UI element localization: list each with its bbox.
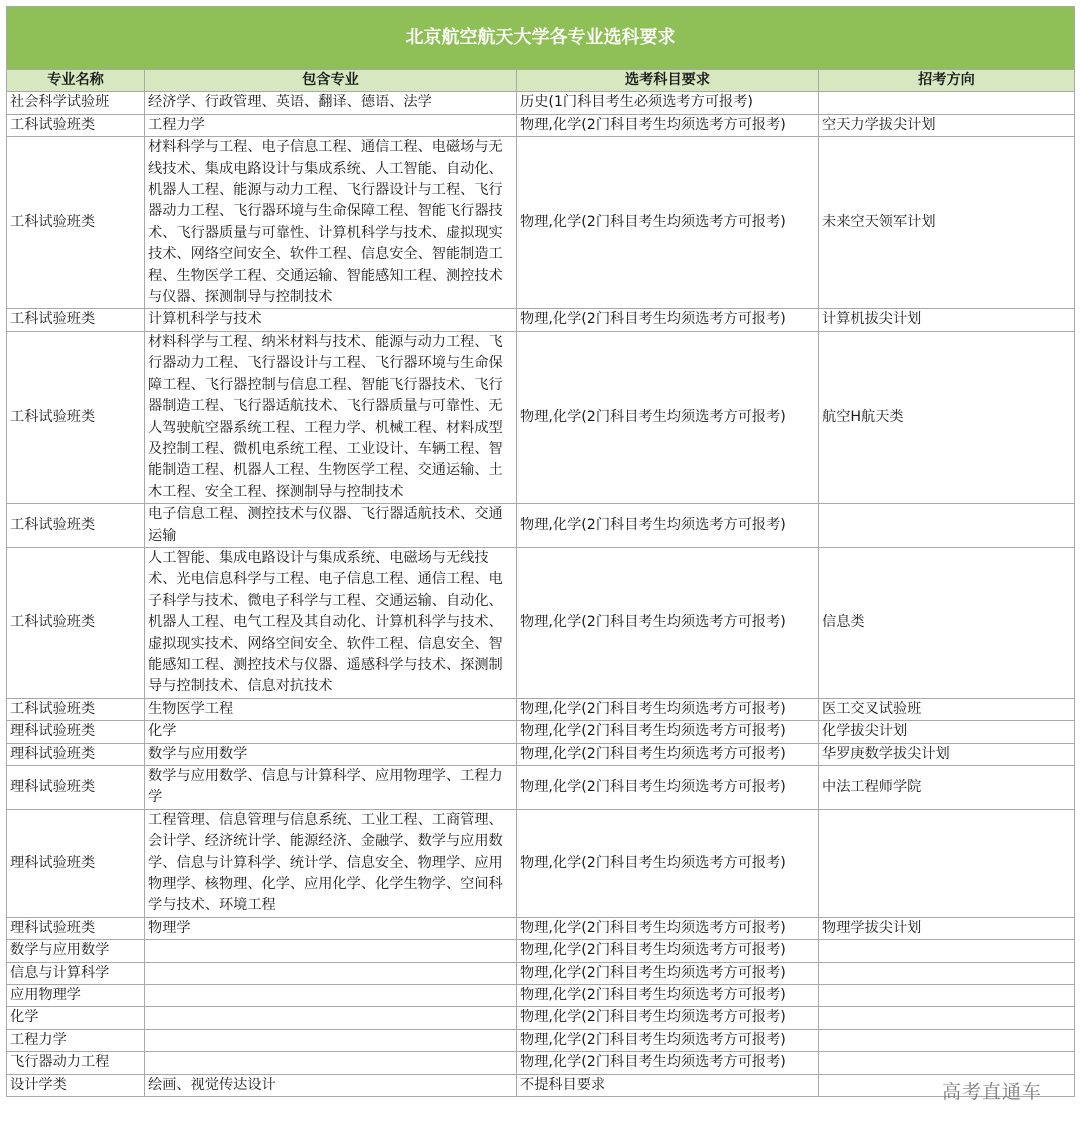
cell-major-name: 工科试验班类 — [7, 504, 145, 548]
cell-included-majors: 数学与应用数学 — [145, 743, 517, 765]
cell-subject-requirement: 物理,化学(2门科目考生均须选考方可报考) — [517, 985, 819, 1007]
cell-subject-requirement: 物理,化学(2门科目考生均须选考方可报考) — [517, 917, 819, 939]
cell-major-name: 数学与应用数学 — [7, 940, 145, 962]
cell-major-name: 工科试验班类 — [7, 698, 145, 720]
table-row — [7, 1007, 1075, 1029]
cell-admission-direction: 物理学拔尖计划 — [819, 917, 1075, 939]
cell-admission-direction: 航空H航天类 — [819, 331, 1075, 503]
table-row — [7, 917, 1075, 939]
cell-major-name: 工科试验班类 — [7, 547, 145, 698]
cell-admission-direction: 中法工程师学院 — [819, 766, 1075, 810]
cell-subject-requirement: 物理,化学(2门科目考生均须选考方可报考) — [517, 766, 819, 810]
cell-major-name: 理科试验班类 — [7, 917, 145, 939]
table-row — [7, 137, 1075, 309]
cell-subject-requirement: 物理,化学(2门科目考生均须选考方可报考) — [517, 940, 819, 962]
table-row — [7, 1074, 1075, 1096]
watermark-text: 高考直通车 — [942, 1081, 1043, 1103]
cell-included-majors — [145, 985, 517, 1007]
cell-major-name: 信息与计算科学 — [7, 962, 145, 984]
table-row — [7, 1052, 1075, 1074]
cell-included-majors — [145, 1052, 517, 1074]
cell-included-majors: 工程管理、信息管理与信息系统、工业工程、工商管理、会计学、经济统计学、能源经济、金融学、数学与应用数学、信息与计算科学、统计学、信息安全、物理学、应用物理学、核物理、化学、应用化学、化学生物学、空间科学与技术、环境工程 — [145, 809, 517, 917]
header-requirement: 选考科目要求 — [517, 70, 819, 92]
table-row — [7, 92, 1075, 114]
cell-major-name: 理科试验班类 — [7, 743, 145, 765]
table-title: 北京航空航天大学各专业选科要求 — [7, 7, 1075, 70]
cell-major-name: 理科试验班类 — [7, 766, 145, 810]
cell-admission-direction — [819, 985, 1075, 1007]
table-row — [7, 721, 1075, 743]
cell-major-name: 工科试验班类 — [7, 137, 145, 309]
cell-included-majors: 物理学 — [145, 917, 517, 939]
cell-admission-direction — [819, 504, 1075, 548]
cell-subject-requirement: 物理,化学(2门科目考生均须选考方可报考) — [517, 698, 819, 720]
cell-admission-direction — [819, 809, 1075, 917]
cell-subject-requirement: 物理,化学(2门科目考生均须选考方可报考) — [517, 1052, 819, 1074]
table-body — [7, 92, 1075, 1097]
cell-subject-requirement: 物理,化学(2门科目考生均须选考方可报考) — [517, 547, 819, 698]
cell-major-name: 设计学类 — [7, 1074, 145, 1096]
cell-major-name: 化学 — [7, 1007, 145, 1029]
cell-included-majors: 绘画、视觉传达设计 — [145, 1074, 517, 1096]
cell-major-name: 工科试验班类 — [7, 114, 145, 136]
cell-included-majors: 化学 — [145, 721, 517, 743]
cell-subject-requirement: 物理,化学(2门科目考生均须选考方可报考) — [517, 743, 819, 765]
cell-admission-direction: 医工交叉试验班 — [819, 698, 1075, 720]
cell-admission-direction: 未来空天领军计划 — [819, 137, 1075, 309]
cell-included-majors — [145, 962, 517, 984]
cell-subject-requirement: 物理,化学(2门科目考生均须选考方可报考) — [517, 1029, 819, 1051]
cell-admission-direction: 华罗庚数学拔尖计划 — [819, 743, 1075, 765]
table-row — [7, 547, 1075, 698]
cell-major-name: 社会科学试验班 — [7, 92, 145, 114]
cell-admission-direction — [819, 92, 1075, 114]
cell-subject-requirement: 物理,化学(2门科目考生均须选考方可报考) — [517, 114, 819, 136]
cell-admission-direction — [819, 940, 1075, 962]
table-row — [7, 331, 1075, 503]
cell-included-majors: 生物医学工程 — [145, 698, 517, 720]
title-row — [7, 7, 1075, 70]
table-row — [7, 1029, 1075, 1051]
cell-admission-direction — [819, 1007, 1075, 1029]
cell-subject-requirement: 物理,化学(2门科目考生均须选考方可报考) — [517, 1007, 819, 1029]
cell-major-name: 工程力学 — [7, 1029, 145, 1051]
cell-major-name: 工科试验班类 — [7, 309, 145, 331]
cell-major-name: 应用物理学 — [7, 985, 145, 1007]
cell-admission-direction: 计算机拔尖计划 — [819, 309, 1075, 331]
cell-admission-direction — [819, 962, 1075, 984]
table-row — [7, 962, 1075, 984]
cell-included-majors: 经济学、行政管理、英语、翻译、德语、法学 — [145, 92, 517, 114]
cell-major-name: 理科试验班类 — [7, 721, 145, 743]
cell-subject-requirement: 物理,化学(2门科目考生均须选考方可报考) — [517, 331, 819, 503]
cell-included-majors: 电子信息工程、测控技术与仪器、飞行器适航技术、交通运输 — [145, 504, 517, 548]
cell-subject-requirement: 物理,化学(2门科目考生均须选考方可报考) — [517, 962, 819, 984]
cell-subject-requirement: 不提科目要求 — [517, 1074, 819, 1096]
table-row — [7, 940, 1075, 962]
cell-subject-requirement: 物理,化学(2门科目考生均须选考方可报考) — [517, 504, 819, 548]
header-majors: 包含专业 — [145, 70, 517, 92]
table-row — [7, 309, 1075, 331]
cell-included-majors — [145, 940, 517, 962]
cell-subject-requirement: 历史(1门科目考生必须选考方可报考) — [517, 92, 819, 114]
cell-included-majors: 数学与应用数学、信息与计算科学、应用物理学、工程力学 — [145, 766, 517, 810]
cell-included-majors: 工程力学 — [145, 114, 517, 136]
cell-included-majors: 人工智能、集成电路设计与集成系统、电磁场与无线技术、光电信息科学与工程、电子信息工程、通信工程、电子科学与技术、微电子科学与工程、交通运输、自动化、机器人工程、电气工程及其自动化、计算机科学与技术、虚拟现实技术、网络空间安全、软件工程、信息安全、智能感知工程、测控技术与仪器、遥感科学与技术、探测制导与控制技术、信息对抗技术 — [145, 547, 517, 698]
cell-subject-requirement: 物理,化学(2门科目考生均须选考方可报考) — [517, 309, 819, 331]
cell-major-name: 工科试验班类 — [7, 331, 145, 503]
table-row — [7, 114, 1075, 136]
cell-admission-direction — [819, 1052, 1075, 1074]
cell-included-majors: 材料科学与工程、电子信息工程、通信工程、电磁场与无线技术、集成电路设计与集成系统、人工智能、自动化、机器人工程、能源与动力工程、飞行器设计与工程、飞行器动力工程、飞行器环境与生命保障工程、智能飞行器技术、飞行器质量与可靠性、计算机科学与技术、虚拟现实技术、网络空间安全、软件工程、信息安全、智能制造工程、生物医学工程、交通运输、智能感知工程、测控技术与仪器、探测制导与控制技术 — [145, 137, 517, 309]
header-direction: 招考方向 — [819, 70, 1075, 92]
cell-admission-direction: 信息类 — [819, 547, 1075, 698]
table-row — [7, 766, 1075, 810]
cell-subject-requirement: 物理,化学(2门科目考生均须选考方可报考) — [517, 137, 819, 309]
cell-admission-direction — [819, 1029, 1075, 1051]
table-row — [7, 698, 1075, 720]
cell-included-majors — [145, 1029, 517, 1051]
cell-included-majors — [145, 1007, 517, 1029]
header-name: 专业名称 — [7, 70, 145, 92]
cell-subject-requirement: 物理,化学(2门科目考生均须选考方可报考) — [517, 721, 819, 743]
cell-subject-requirement: 物理,化学(2门科目考生均须选考方可报考) — [517, 809, 819, 917]
selection-requirements-table — [6, 6, 1075, 1097]
header-row — [7, 70, 1075, 92]
cell-major-name: 飞行器动力工程 — [7, 1052, 145, 1074]
cell-included-majors: 材料科学与工程、纳米材料与技术、能源与动力工程、飞行器动力工程、飞行器设计与工程、飞行器环境与生命保障工程、飞行器控制与信息工程、智能飞行器技术、飞行器制造工程、飞行器适航技术、飞行器质量与可靠性、无人驾驶航空器系统工程、工程力学、机械工程、材料成型及控制工程、微机电系统工程、工业设计、车辆工程、智能制造工程、机器人工程、生物医学工程、交通运输、土木工程、安全工程、探测制导与控制技术 — [145, 331, 517, 503]
table-row — [7, 809, 1075, 917]
cell-admission-direction: 化学拔尖计划 — [819, 721, 1075, 743]
cell-major-name: 理科试验班类 — [7, 809, 145, 917]
cell-admission-direction: 空天力学拔尖计划 — [819, 114, 1075, 136]
table-row — [7, 504, 1075, 548]
cell-included-majors: 计算机科学与技术 — [145, 309, 517, 331]
table-row — [7, 743, 1075, 765]
table-row — [7, 985, 1075, 1007]
